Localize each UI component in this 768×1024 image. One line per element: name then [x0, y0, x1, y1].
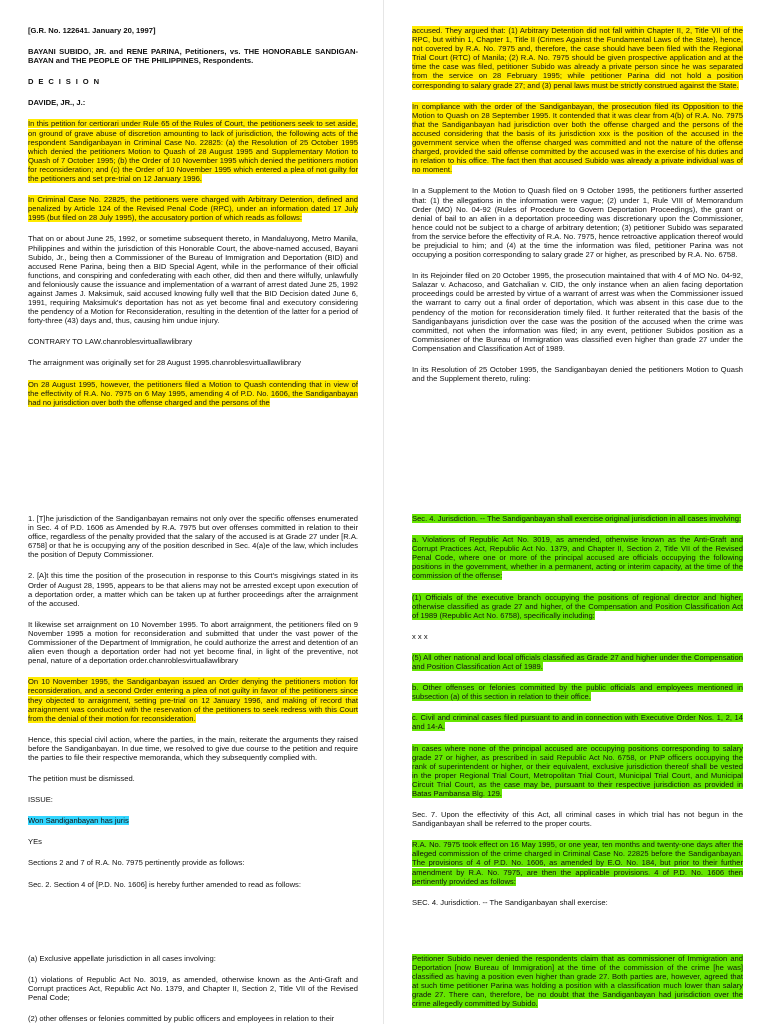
- paragraph: (1) violations of Republic Act No. 3019, as amended, otherwise known as the Anti-Graft and Corrupt practices Act, Republic Act No. 1379, and Chapter II, Section 2, Title VII of the Revised Penal Code;: [28, 975, 358, 1003]
- highlight-green: (1) Officials of the executive branch occupying the positions of regional director and higher, otherwise classified as grade 27 and higher, of the Compensation and Position Classification Act of 1989 (Republic Act No. 6758), specifically including:: [412, 592, 743, 620]
- paragraph: [412, 653, 743, 671]
- paragraph: In its Resolution of 25 October 1995, the Sandiganbayan denied the petitioners Motion to Quash and the Supplement thereto, ruling:: [412, 365, 743, 384]
- bottom-row: [0, 928, 768, 1024]
- paragraph: The petition must be dismissed.: [28, 774, 135, 784]
- page-2: [384, 0, 768, 488]
- author-line: DAVIDE, JR., J.:: [28, 98, 86, 108]
- page-6: [384, 928, 768, 1024]
- highlight-green: Petitioner Subido never denied the respondents claim that as commissioner of Immigration and Deportation [now Bureau of Immigration] at the time of the commission of the crime [he was] classified as having a position even higher than grade 27. Both parties are, however, agreed that at such time petitioner Parina was holding a position with a classification much lower than salary grade 27. There can, therefore, be no doubt that the Sandiganbayan had jurisdiction over the crime allegedly committed by Subido.: [412, 954, 743, 1009]
- page-5: [0, 928, 384, 1024]
- highlight-green: Sec. 4. Jurisdiction. -- The Sandiganbayan shall exercise original jurisdiction in all cases involving:: [412, 514, 742, 523]
- highlight-green: b. Other offenses or felonies committed by the public officials and employees mentioned in subsection (a) of this section in relation to their office.: [412, 683, 743, 702]
- paragraph: SEC. 4. Jurisdiction. -- The Sandiganbayan shall exercise:: [412, 897, 608, 907]
- paragraph: [28, 816, 358, 825]
- paragraph: [412, 514, 743, 523]
- highlight-green: In cases where none of the principal accused are occupying positions corresponding to salary grade 27 or higher, as prescribed in said Republic Act No. 6758, or PNP officers occupying the rank of superintendent or higher, or their equivalent, exclusive jurisdiction thereof shall be vested in the proper Regional Trial Court, Metropolitan Trial Court, Municipal Trial Court, and Municipal Circuit Trial Court, as the case may be, pursuant to their respective jurisdiction as provided in Batas Pambansa Blg. 129.: [412, 743, 743, 798]
- decision-heading: D E C I S I O N: [28, 77, 101, 87]
- paragraph: [28, 677, 358, 722]
- paragraph: [412, 535, 743, 580]
- paragraph: Sections 2 and 7 of R.A. No. 7975 pertinently provide as follows:: [28, 858, 245, 868]
- highlight-green: c. Civil and criminal cases filed pursuant to and in connection with Executive Order Nos. 1, 2, 14 and 14-A.: [412, 713, 743, 732]
- paragraph: In a Supplement to the Motion to Quash filed on 9 October 1995, the petitioners further asserted that: (1) the allegations in the information were vague; (2) under 1, Rule VIII of Memorandum Order (MO) No. 04-92 (Rules of Procedure to Govern Deportation Proceedings), the grant or denial of bail to an alien in a deportation proceeding was discretionary upon the Commissioner, hence could not be subject to a charge of arbitrary detention; (3) petitioner Subido was separated from the service before the effectivity of R.A. No. 7975, hence retroactive application thereof would be prejudicial to him; and (4) at the time the information was filed, petitioner Parina was not occupying a position corresponding to salary grade 27 or higher, as prescribed by R.A. No. 6758.: [412, 186, 743, 260]
- paragraph: That on or about June 25, 1992, or sometime subsequent thereto, in Mandaluyong, Metro Manila, Philippines and within the jurisdiction of this Honorable Court, the above-named accused, Bayani Subido, Jr., being then a Commissioner of the Bureau of Immigration and Deportation (BID) and accused Rene Parina, being then a BID Special Agent, while in the performance of their official functions, and conspiring and confederating with each other, did then and there wilfully, unlawfully and feloniously cause the issuance and implementation of a warrant of arrest dated June 25, 1992 against James J. Maksimuk, said accused knowing fully well that the BID Decision dated June 6, 1991, requiring Maksimuk's deportation has not as yet become final and executory considering the pendency of a Motion for Reconsideration, resulting in the detention of the latter for a period of forty-three (43) days and, thus, causing him undue injury.: [28, 234, 358, 326]
- paragraph: CONTRARY TO LAW.chanroblesvirtuallawlibrary: [28, 337, 193, 347]
- case-parties: BAYANI SUBIDO, JR. and RENE PARINA, Petitioners, vs. THE HONORABLE SANDIGAN-BAYAN and THE PEOPLE OF THE PHILIPPINES, Respondents.: [28, 47, 358, 66]
- paragraph: [412, 954, 743, 1009]
- paragraph: [412, 744, 743, 799]
- paragraph: It likewise set arraignment on 10 November 1995. To abort arraignment, the petitioners filed on 9 November 1995 a motion for reconsideration and submitted that under the vast power of the Commissioner of the Department of Immigration, he could authorize the arrest and detention of an alien even though a deportation order had not yet become final, in light of the preventive, not penal, nature of a deportation order.chanroblesvirtuallawlibrary: [28, 619, 358, 666]
- paragraph: [412, 26, 743, 90]
- paragraph: Hence, this special civil action, where the parties, in the main, reiterate the arguments they raised before the Sandiganbayan. In due time, we resolved to give due course to the petition and require the parties to file their respective memoranda, which they subsequently complied with.: [28, 734, 358, 762]
- highlight-green: R.A. No. 7975 took effect on 16 May 1995, or one year, ten months and twenty-one days after the alleged commission of the crime charged in Criminal Case No. 22825 before the Sandiganbayan. The provisions of 4 of P.D. No. 1606, as amended by E.O. No. 184, but prior to their further amendment by R.A. No. 7975, are then the applicable provisions. 4 of P.D. No. 1606 then pertinently provided as follows:: [412, 840, 743, 886]
- highlight-yellow: In Criminal Case No. 22825, the petitioners were charged with Arbitrary Detention, defined and penalized by Article 124 of the Revised Penal Code (RPC), under an information dated 17 July 1995 (but filed on 28 July 1995), the accusatory portion of which reads as follows:: [28, 195, 358, 223]
- paragraph: [412, 713, 743, 731]
- paragraph: The arraignment was originally set for 28 August 1995.chanroblesvirtuallawlibrary: [28, 358, 302, 368]
- paragraph: [28, 119, 358, 183]
- highlight-yellow: accused. They argued that: (1) Arbitrary Detention did not fall within Chapter II, 2, Title VII of the RPC, but within 1, Chapter 1, Title II (Crimes Against the Fundamental Laws of the State), hence, not covered by R.A. No. 7975 and, therefore, the case should have been filed with the Regional Trial Court (RTC) of Manila; (2) R.A. No. 7975 should be given prospective application and at the time the case was filed, petitioner Subido was already a private person since he was separated from the service on 28 February 1995; while petitioner Parina did not hold a position corresponding to salary grade 27; and (3) penal laws must be strictly construed against the State.: [412, 26, 743, 90]
- answer: YEs: [28, 837, 42, 847]
- paragraph: [412, 840, 743, 885]
- top-row: [0, 0, 768, 488]
- paragraph: In its Rejoinder filed on 20 October 1995, the prosecution maintained that with 4 of MO No. 04-92, Salazar v. Achacoso, and Gatchalian v. CID, the only instance when an alien facing deportation proceedings could be arrested by virtue of a warrant of arrest was when the Commissioner issued the warrant to carry out a final order of deportation, which was absent in this case due to the pendency of the motion for reconsideration timely filed. It further reiterated that the basis of the Sandiganbayans jurisdiction over the case was the position of the accused when the crime was committed, not when the information was filed; in any event, petitioner Subidos position as a Commissioner of the Bureau of Immigration was classified even higher than grade 27 under the Compensation and Classification Act of 1989.: [412, 271, 743, 353]
- highlight-green: a. Violations of Republic Act No. 3019, as amended, otherwise known as the Anti-Graft and Corrupt Practices Act, Republic Act No. 1379, and Chapter II, Section 2, Title VII of the Revised Penal Code, where one or more of the principal accused are officials occupying the following positions in the government, whether in a permanent, acting or interim capacity, at the time of the commission of the offense:: [412, 535, 743, 581]
- case-header: [G.R. No. 122641. January 20, 1997]: [28, 26, 156, 35]
- paragraph: [412, 593, 743, 620]
- paragraph: [28, 195, 358, 222]
- paragraph: Sec. 7. Upon the effectivity of this Act, all criminal cases in which trial has not begun in the Sandiganbayan shall be referred to the proper courts.: [412, 810, 743, 829]
- page-4: [384, 488, 768, 928]
- page-1: [0, 0, 384, 488]
- paragraph: [412, 683, 743, 701]
- issue-label: ISSUE:: [28, 795, 53, 805]
- middle-row: [0, 488, 768, 928]
- paragraph: (2) other offenses or felonies committed by public officers and employees in relation to their: [28, 1014, 335, 1024]
- paragraph: 2. [A]t this time the position of the prosecution in response to this Court's misgivings stated in its Order of August 28, 1995, appears to be that aliens may not be arrested except upon execution of a deportation order, a matter which can be taken up at further proceedings after the arraignment of the accused.: [28, 571, 358, 608]
- highlight-green: (5) All other national and local officials classified as Grade 27 and higher under the Compensation and Position Classification Act of 1989.: [412, 652, 743, 672]
- paragraph: Sec. 2. Section 4 of [P.D. No. 1606] is hereby further amended to read as follows:: [28, 879, 301, 889]
- paragraph: x x x: [412, 631, 428, 641]
- highlight-yellow: In compliance with the order of the Sandiganbayan, the prosecution filed its Opposition to the Motion to Quash on 28 September 1995. It contended that it was clear from 4(b) of R.A. No. 7975 that the Sandiganbayan had jurisdiction over both the offense charged and the persons of the accused considering that the basis of its jurisdiction xxx is the position of the accused in the government service when the offense charged was committed and not the nature of the offense charged, provided the said offense committed by the accused was in the exercise of his duties and in relation to his office. The fact then that accused Subido was already a private individual was of no moment.: [412, 101, 743, 175]
- page-3: [0, 488, 384, 928]
- paragraph: [412, 102, 743, 175]
- highlight-yellow: On 10 November 1995, the Sandiganbayan issued an Order denying the petitioners motion for reconsideration, and a second Order entering a plea of not guilty in favor of the petitioners since they objected to arraignment, setting pre-trial on 12 January 1996, and making of record that arraignment was conducted with the reservation of the petitioners to seek redress with this Court from the denial of their motion for reconsideration.: [28, 677, 358, 723]
- highlight-yellow: On 28 August 1995, however, the petitioners filed a Motion to Quash contending that in view of the effectivity of R.A. No. 7975 on 6 May 1995, amending 4 of P.D. No. 1606, the Sandiganbayan had no jurisdiction over both the offense charged and the persons of the: [28, 379, 358, 407]
- paragraph: (a) Exclusive appellate jurisdiction in all cases involving:: [28, 954, 216, 963]
- paragraph: [28, 380, 358, 407]
- highlight-cyan: Won Sandiganbayan has juris: [28, 816, 129, 826]
- paragraph: 1. [T]he jurisdiction of the Sandiganbayan remains not only over the specific offenses enumerated in Sec. 4 of P.D. 1606 as Amended by R.A. 7975 but over offenses committed in relation to their office, regardless of the penalty provided that the salary of the accused is at Grade 27 under [R.A. 6758] or that he is occupying any of the position described in Sec. 4(a)e of the law, which includes the position of Deputy Commissioner.: [28, 514, 358, 560]
- highlight-yellow: In this petition for certiorari under Rule 65 of the Rules of Court, the petitioners seek to set aside, on ground of grave abuse of discretion amounting to lack of jurisdiction, the following acts of the respondent Sandiganbayan in Criminal Case No. 22825: (a) the Resolution of 25 October 1995 which denied the petitioners Motion to Quash of 28 August 1995 and Supplementary Motion to Quash of 7 October 1995; (b) the Order of 10 November 1995 which denied the petitioners motion for reconsideration; and (c) the Order of 10 November 1995 which entered a plea of not guilty for the petitioners and set pre-trial on 12 January 1996.: [28, 119, 358, 184]
